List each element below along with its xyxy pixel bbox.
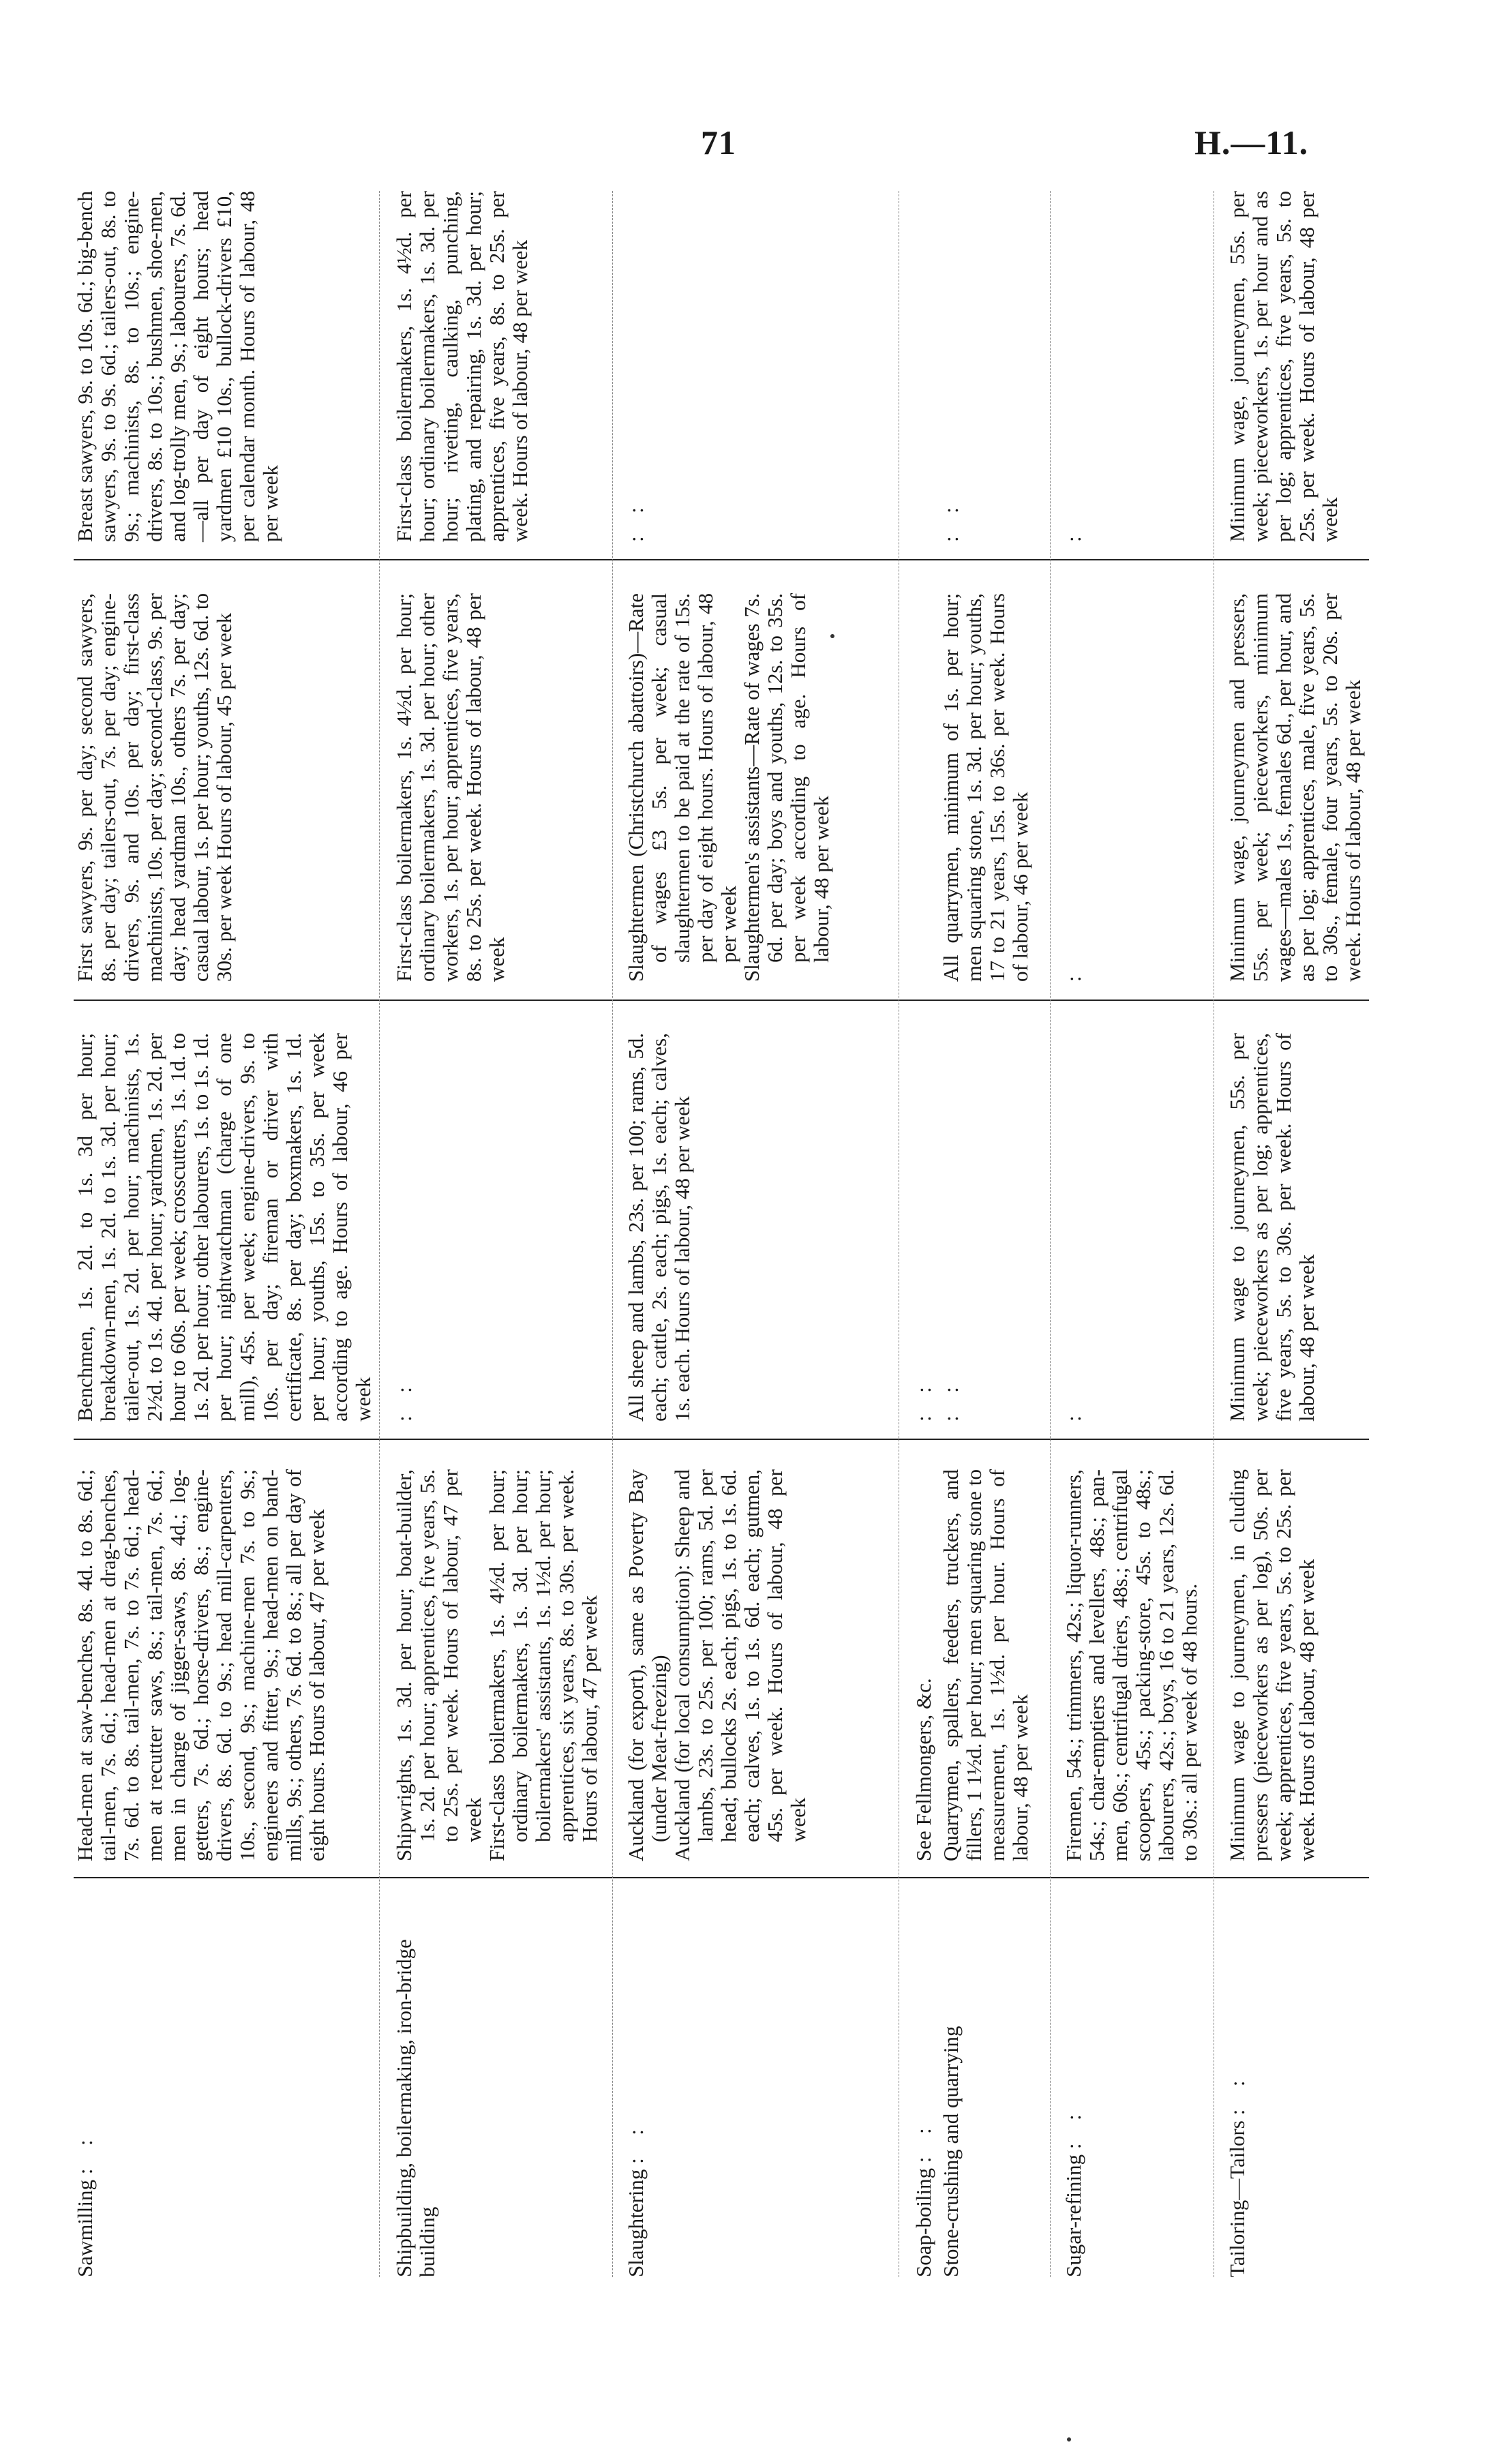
row-cell: All sheep and lambs, 23s. per 100; rams, 5d. each; cattle, 2s. each; pigs, 1s. each; calves, 1s. each. Hours of labour, 48 per week — [624, 1033, 694, 1422]
row-category: Tailoring—Tailors : : — [1225, 2076, 1249, 2277]
row-cell-part: Auckland (for local consumption): Sheep and lambs, 23s. to 25s. per 100; rams, 5d. per head; bullocks 2s. each; pigs, 1s. to 1s. 6d. each; calves, 1s. to 1s. 6d. each; gutmen, 45s. per week. Hours of labour, 48 per week — [670, 1469, 810, 1861]
rotated-wages-table — [74, 191, 1369, 2277]
row-cell-part: Slaughtermen (Christchurch abattoirs)—Rate of wages £3 5s. per week; casual slaughtermen to be paid at the rate of 15s. per day of eight hours. Hours of labour, 48 per week — [624, 593, 740, 982]
row-cell: Breast sawyers, 9s. to 10s. 6d.; big-bench sawyers, 9s. to 9s. 6d.; tailers-out, 8s. to 9s.; machinists, 8s. to 10s.; engine-drivers, 8s. to 10s.; bushmen, shoe-men, and log-trolly men, 9s.; labourers, 7s. 6d.—all per day of eight hours; head yardmen £10 10s., bullock-drivers £10, per calendar month. Hours of labour, 48 per week — [73, 191, 282, 542]
row-cell: : : — [392, 1383, 416, 1422]
row-cell: : — [1061, 1411, 1085, 1422]
row-cell: Minimum wage, journeymen and pressers, 55s. per week; pieceworkers, minimum wages—males 1s., females 6d., per hour, and as per log; apprentices, male, five years, 5s. to 30s., female, four years, 5s. to 20s. per week. Hours of labour, 48 per week — [1225, 593, 1365, 982]
row-cell: Firemen, 54s.; trimmers, 42s.; liquor-runners, 54s.; char-emptiers and levellers, 48s.; pan-men, 60s.; centrifugal driers, 48s.; centrifugal scoopers, 45s.; packing-store, 45s. to 48s.; labourers, 42s.; boys, 16 to 21 years, 12s. 6d. to 30s.: all per week of 48 hours. — [1061, 1469, 1201, 1861]
row-cell-part: Slaughtermen's assistants—Rate of wages 7s. 6d. per day; boys and youths, 12s. to 35s. per week according to age. Hours of labour, 48 per week — [740, 593, 833, 982]
row-separator — [1050, 191, 1051, 2277]
row-category: Soap-boiling : : — [912, 2124, 935, 2277]
row-cell: Minimum wage to journeymen, in cluding pressers (pieceworkers as per log), 50s. per week; apprentices, five years, 5s. to 25s. per week. Hours of labour, 48 per week — [1225, 1469, 1319, 1861]
document-reference: H.—11. — [1194, 123, 1309, 162]
page-number: 71 — [701, 123, 736, 162]
row-category: Slaughtering : : — [624, 2125, 648, 2277]
column-divider — [74, 1877, 1369, 1878]
row-cell — [624, 1469, 810, 1861]
row-cell — [624, 593, 833, 982]
row-cell: Minimum wage, journeymen, 55s. per week; pieceworkers, 1s. per hour and as per log; apprentices, five years, 5s. to 25s. per week. Hours of labour, 48 per week — [1225, 191, 1342, 542]
row-cell: Head-men at saw-benches, 8s. 4d. to 8s. 6d.; tail-men, 7s. 6d.; head-men at drag-benches, 7s. 6d. to 8s. tail-men, 7s. to 7s. 6d.; head-men at recutter saws, 8s.; tail-men, 7s. 6d.; men in charge of jigger-saws, 8s. 4d.; log-getters, 7s. 6d.; horse-drivers, 8s.; engine-drivers, 8s. 6d. to 9s.; head mill-carpenters, 10s., second, 9s.; machine-men 7s. to 9s.; engineers and fitter, 9s.; head-men on band-mills, 9s.; others, 7s. 6d. to 8s.; all per day of eight hours. Hours of labour, 47 per week — [73, 1469, 329, 1861]
row-cell: : : — [912, 1383, 935, 1422]
row-cell — [393, 1469, 601, 1861]
column-divider — [74, 1000, 1369, 1001]
row-cell: : : — [939, 1383, 963, 1422]
row-cell: : — [1061, 972, 1085, 982]
row-cell: : : — [939, 503, 963, 542]
row-cell-part: First-class boilermakers, 1s. 4½d. per hour; ordinary boilermakers, 1s. 3d. per hour; boilermakers' assistants, 1s. 1½d. per hour; apprentices, six years, 8s. to 30s. per week. Hours of labour, 47 per week — [485, 1469, 601, 1861]
row-cell: : : — [624, 503, 648, 542]
row-cell: First-class boilermakers, 1s. 4½d. per hour; ordinary boilermakers, 1s. 3d. per hour; riveting, caulking, punching, plating, and repairing, 1s. 3d. per hour; apprentices, five years, 8s. to 25s. per week. Hours of labour, 48 per week — [392, 191, 532, 542]
row-cell: First-class boilermakers, 1s. 4½d. per hour; ordinary boilermakers, 1s. 3d. per hour; other workers, 1s. per hour; apprentices, five years, 8s. to 25s. per week. Hours of labour, 48 per week — [392, 593, 509, 982]
row-category: Sawmilling : : — [73, 2135, 97, 2277]
row-category: Stone-crushing and quarrying — [939, 2026, 963, 2277]
column-divider — [74, 1439, 1369, 1440]
row-category: Sugar-refining : : — [1061, 2110, 1085, 2277]
row-cell: Benchmen, 1s. 2d. to 1s. 3d per hour; breakdown-men, 1s. 2d. to 1s. 3d. per hour; tailer-out, 1s. 2d. per hour; machinists, 1s. 2½d. to 1s. 4d. per hour; yardmen, 1s. 2d. per hour to 60s. per week; crosscutters, 1s. 1d. to 1s. 2d. per hour; other labourers, 1s. to 1s. 1d. per hour; nightwatchman (charge of one mill), 45s. per week; engine-drivers, 9s. to 10s. per day; fireman or driver with certificate, 8s. per day; boxmakers, 1s. 1d. per hour; youths, 15s. to 35s. per week according to age. Hours of labour, 46 per week — [73, 1033, 375, 1422]
row-cell: See Fellmongers, &c. — [912, 1678, 935, 1861]
row-cell-part: Auckland (for export), same as Poverty Bay (under Meat-freezing) — [624, 1469, 671, 1861]
print-mark — [830, 634, 834, 638]
print-mark — [1067, 2437, 1071, 2442]
row-cell: Minimum wage to journeymen, 55s. per week; pieceworkers as per log; apprentices, five years, 5s. to 30s. per week. Hours of labour, 48 per week — [1225, 1033, 1319, 1422]
column-divider — [74, 559, 1369, 560]
row-separator — [379, 191, 380, 2277]
row-cell: : — [1061, 532, 1085, 542]
row-cell: First sawyers, 9s. per day; second sawyers, 8s. per day; tailers-out, 7s. per day; engine-drivers, 9s. and 10s. per day; first-class machinists, 10s. per day; second-class, 9s. per day; head yardman 10s., others 7s. per day; casual labour, 1s. per hour; youths, 12s. 6d. to 30s. per week Hours of labour, 45 per week — [73, 593, 236, 982]
row-separator — [612, 191, 613, 2277]
row-cell: All quarrymen, minimum of 1s. per hour; men squaring stone, 1s. 3d. per hour; youths, 17 to 21 years, 15s. to 36s. per week. Hours of labour, 46 per week — [939, 593, 1032, 982]
row-cell-part: Shipwrights, 1s. 3d. per hour; boat-builder, 1s. 2d. per hour; apprentices, five years, 5s. to 25s. per week. Hours of labour, 47 per week — [392, 1469, 485, 1861]
row-cell: Quarrymen, spallers, feeders, truckers, and fillers, 1 1½d. per hour; men squaring stone to measurement, 1s. 1½d. per hour. Hours of labour, 48 per week — [939, 1469, 1032, 1861]
row-category: Shipbuilding, boilermaking, iron-bridge building — [392, 1939, 439, 2277]
